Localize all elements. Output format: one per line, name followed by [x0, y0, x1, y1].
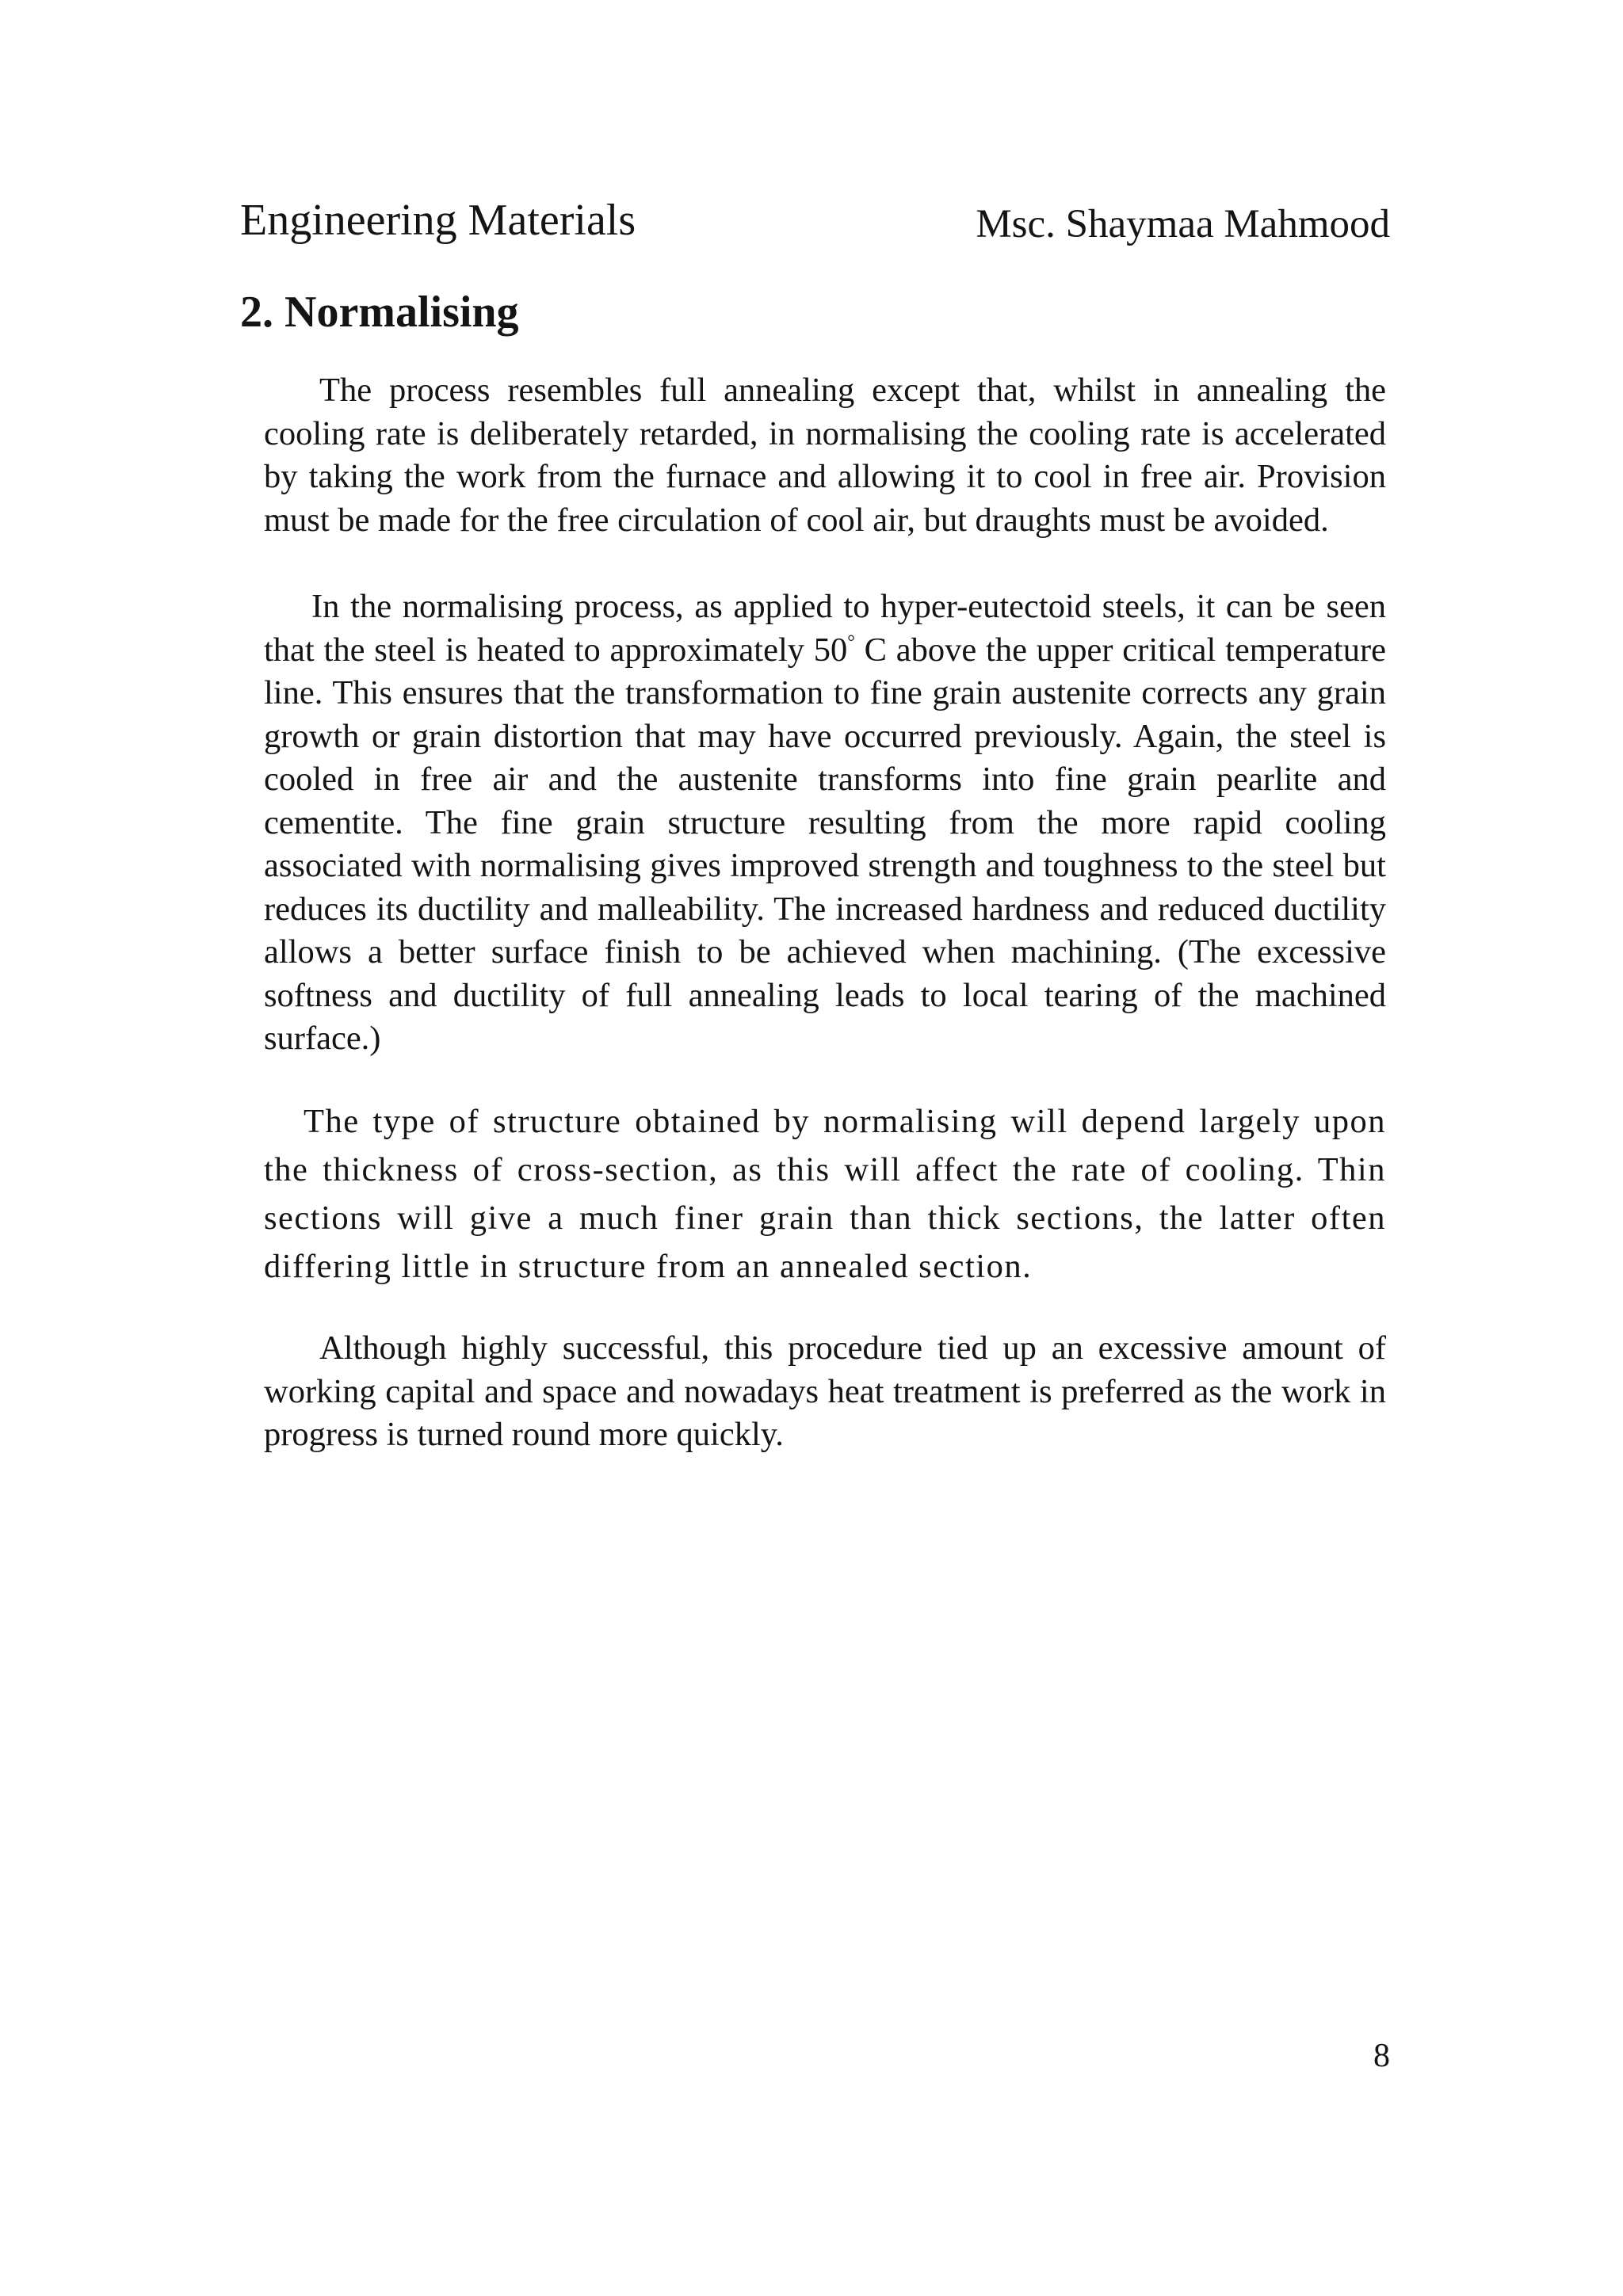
page-number: 8	[1373, 2038, 1390, 2074]
paragraph-text-before-degree: In the normalising process, as applied to hyper-eutectoid steels, it can be seen that the steel is heated to approximately 50	[264, 588, 1386, 669]
paragraph-text-after-degree: C above the upper critical temperature line. This ensures that the transformation to fine grain austenite corrects any grain growth or grain distortion that may have occurred previously. Again, the steel is cooled in free air and the austenite transforms into fine grain pearlite and cementite. The fine grain structure resulting from the more rapid cooling associated with normalising gives improved strength and toughness to the steel but reduces its ductility and malleability. The increased hardness and reduced ductility allows a better surface finish to be achieved when machining. (The excessive softness and ductility of full annealing leads to local tearing of the machined surface.)	[264, 631, 1386, 1057]
paragraph-procedure-summary: Although highly successful, this procedure tied up an excessive amount of working capital and space and nowadays heat treatment is preferred as the work in progress is turned round more quickly.	[264, 1329, 1386, 1453]
degree-symbol: °	[847, 631, 855, 653]
paragraph-structure-thickness: The type of structure obtained by normalising will depend largely upon the thickness of cross-section, as this will affect the rate of cooling. Thin sections will give a much finer grain than thick sections, the latter often differing little in structure from an annealed section.	[264, 1103, 1386, 1285]
section-title: 2. Normalising	[240, 288, 519, 337]
paragraph-hyper-eutectoid-process	[264, 585, 1386, 1061]
paragraph-annealing-comparison: The process resembles full annealing except that, whilst in annealing the cooling rate is deliberately retarded, in normalising the cooling rate is accelerated by taking the work from the furnace and allowing it to cool in free air. Provision must be made for the free circulation of cool air, but draughts must be avoided.	[264, 372, 1386, 539]
header-course-title: Engineering Materials	[240, 196, 636, 245]
header-author: Msc. Shaymaa Mahmood	[976, 202, 1390, 246]
